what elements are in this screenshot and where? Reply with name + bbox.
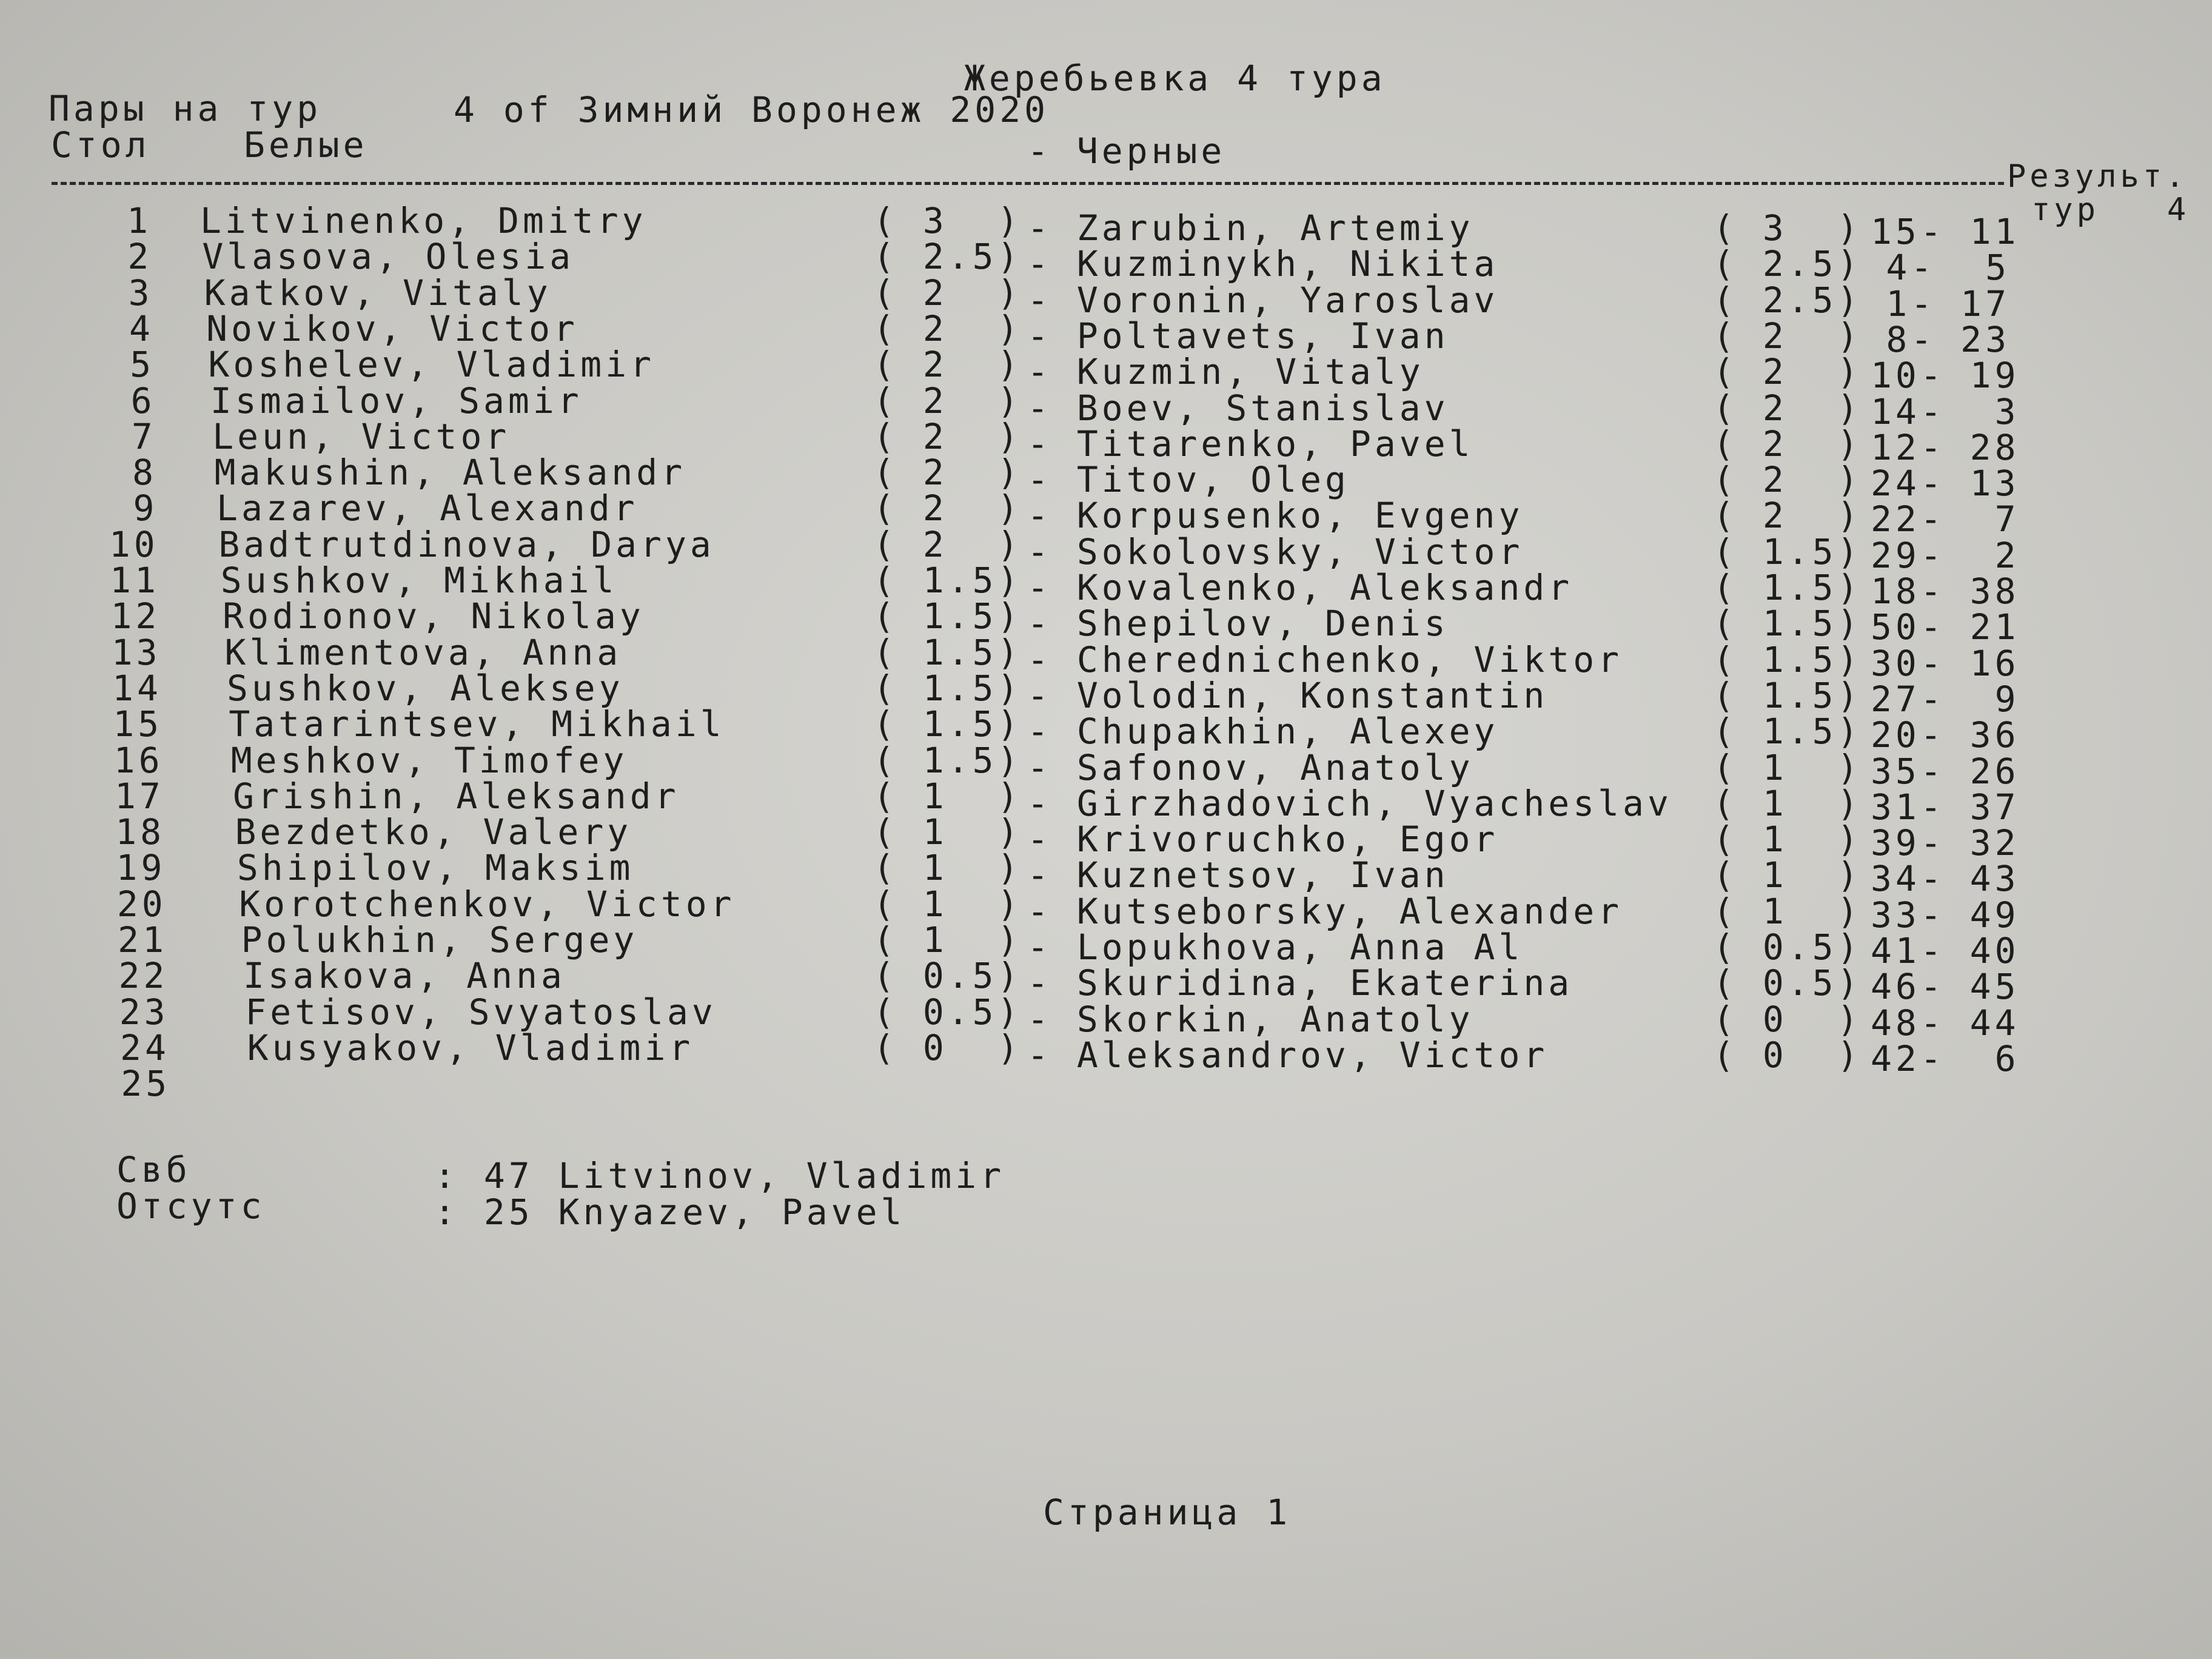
row-result: 4- 5 [1886,247,2010,289]
row-black-player: - Aleksandrov, Victor [1027,1034,1549,1076]
row-white-score: ( 1 ) [873,847,1022,889]
row-white-player: Sushkov, Aleksey [226,667,624,709]
row-result: 46- 45 [1871,966,2020,1008]
absent-value: : 25 Knyazev, Pavel [434,1191,906,1233]
row-black-player: - Cherednichenko, Viktor [1027,638,1623,680]
row-table-number: 5 [130,344,155,386]
row-black-player: - Krivoruchko, Egor [1027,819,1499,860]
row-white-player: Koshelev, Vladimir [208,344,655,386]
column-header-round: тур 4 [2031,192,2190,228]
row-black-score: ( 1.5) [1713,567,1862,608]
pairs-label: Пары на тур [49,88,322,129]
row-result: 31- 37 [1871,786,2020,828]
row-result: 18- 38 [1871,571,2020,612]
row-black-player: - Kuzminykh, Nikita [1027,243,1499,285]
column-header-black: - Черные [1027,130,1226,172]
row-result: 15- 11 [1871,211,2020,252]
column-header-white: Белые [244,124,368,166]
row-white-player: Leun, Victor [212,415,511,457]
row-black-score: ( 2 ) [1713,387,1862,429]
event-name: 4 of Зимний Воронеж 2020 [454,89,1050,130]
row-table-number: 8 [132,452,158,494]
row-white-score: ( 1.5) [873,631,1022,673]
row-table-number: 15 [113,703,163,745]
row-white-player: Meshkov, Timofey [230,739,628,781]
row-white-player: Vlasova, Olesia [202,236,575,278]
row-black-player: - Zarubin, Artemiy [1027,207,1474,249]
row-white-player: Isakova, Anna [243,955,566,997]
row-black-score: ( 2.5) [1713,279,1862,321]
row-result: 50- 21 [1871,606,2020,648]
row-result: 33- 49 [1871,894,2020,936]
row-black-score: ( 0.5) [1713,962,1862,1004]
row-result: 48- 44 [1871,1002,2020,1044]
row-result: 20- 36 [1871,714,2020,756]
row-result: 29- 2 [1871,534,2020,576]
row-table-number: 4 [129,307,154,349]
row-black-player: - Volodin, Konstantin [1027,674,1549,716]
absent-label: Отсутс [116,1185,266,1227]
row-result: 24- 13 [1871,463,2020,504]
row-white-score: ( 2 ) [873,307,1022,349]
row-black-player: - Titov, Oleg [1027,459,1350,501]
row-black-score: ( 1 ) [1713,782,1862,824]
row-table-number: 25 [121,1063,171,1105]
row-black-score: ( 0 ) [1713,1034,1862,1076]
row-white-score: ( 0 ) [873,1027,1022,1068]
row-table-number: 21 [118,919,167,960]
row-black-player: - Kuznetsov, Ivan [1027,854,1449,896]
row-white-score: ( 1 ) [873,811,1022,853]
row-black-player: - Korpusenko, Evgeny [1027,495,1524,537]
row-white-score: ( 1 ) [873,883,1022,925]
row-black-score: ( 2 ) [1713,459,1862,501]
row-white-player: Badtrutdinova, Darya [218,523,715,565]
bye-value: : 47 Litvinov, Vladimir [434,1155,1005,1196]
row-white-score: ( 1.5) [873,667,1022,709]
document-title: Жеребьевка 4 тура [964,58,1386,99]
row-table-number: 13 [111,631,161,673]
row-white-player: Ismailov, Samir [210,380,583,421]
row-black-player: - Chupakhin, Alexey [1027,711,1499,752]
row-table-number: 24 [120,1027,170,1068]
row-white-score: ( 2 ) [873,344,1022,386]
row-white-player: Rodionov, Nikolay [223,595,645,637]
row-white-player: Lazarev, Alexandr [216,488,638,529]
row-white-score: ( 2 ) [873,488,1022,529]
row-result: 8- 23 [1886,318,2010,360]
row-white-score: ( 0.5) [873,991,1022,1033]
row-black-score: ( 0 ) [1713,998,1862,1040]
row-table-number: 16 [113,739,164,781]
row-white-score: ( 1.5) [873,595,1022,637]
row-black-score: ( 1.5) [1713,603,1862,645]
row-table-number: 3 [128,272,153,313]
row-black-score: ( 1.5) [1713,674,1862,716]
row-white-player: Polukhin, Sergey [241,919,638,960]
row-white-player: Bezdetko, Valery [235,811,632,853]
row-white-score: ( 2.5) [873,236,1022,278]
row-table-number: 19 [116,847,166,889]
row-white-score: ( 2 ) [873,272,1022,313]
row-black-score: ( 1.5) [1713,711,1862,752]
row-black-score: ( 2 ) [1713,351,1862,393]
row-white-score: ( 0.5) [873,955,1022,997]
row-table-number: 20 [116,883,167,925]
row-black-score: ( 3 ) [1713,207,1862,249]
row-table-number: 22 [118,955,169,997]
row-white-score: ( 2 ) [873,380,1022,421]
row-black-score: ( 1 ) [1713,746,1862,788]
row-black-score: ( 2.5) [1713,243,1862,285]
row-result: 10- 19 [1871,355,2020,397]
row-result: 41- 40 [1871,930,2020,971]
row-white-player: Litvinenko, Dmitry [200,200,647,241]
row-table-number: 14 [112,667,162,709]
row-black-player: - Titarenko, Pavel [1027,423,1474,464]
row-black-score: ( 1.5) [1713,638,1862,680]
row-white-score: ( 1.5) [873,560,1022,601]
row-black-score: ( 1 ) [1713,854,1862,896]
row-black-player: - Skuridina, Ekaterina [1027,962,1574,1004]
row-black-score: ( 1 ) [1713,819,1862,860]
row-white-player: Novikov, Victor [206,307,578,349]
row-white-player: Shipilov, Maksim [236,847,634,889]
row-black-player: - Voronin, Yaroslav [1027,279,1499,321]
row-result: 12- 28 [1871,426,2020,468]
column-header-result: Результ. [2007,158,2188,195]
row-result: 42- 6 [1871,1037,2020,1079]
header-divider [52,182,2004,185]
row-black-player: - Sokolovsky, Victor [1027,531,1524,572]
row-table-number: 2 [127,236,153,278]
row-table-number: 17 [114,775,164,817]
row-black-player: - Shepilov, Denis [1027,603,1449,645]
row-black-score: ( 1 ) [1713,890,1862,932]
row-table-number: 18 [115,811,166,853]
row-table-number: 11 [110,560,159,601]
row-table-number: 7 [131,415,156,457]
row-white-player: Fetisov, Svyatoslav [245,991,717,1033]
row-white-player: Klimentova, Anna [224,631,622,673]
row-white-player: Katkov, Vitaly [204,272,552,313]
row-white-player: Korotchenkov, Victor [239,883,736,925]
row-table-number: 9 [133,488,158,529]
row-black-score: ( 1.5) [1713,531,1862,572]
row-table-number: 12 [110,595,161,637]
row-black-player: - Kutseborsky, Alexander [1027,890,1623,932]
row-black-player: - Safonov, Anatoly [1027,746,1474,788]
row-white-score: ( 1.5) [873,703,1022,745]
row-white-player: Sushkov, Mikhail [220,560,618,601]
row-white-score: ( 2 ) [873,523,1022,565]
row-result: 30- 16 [1871,642,2020,684]
row-table-number: 1 [127,200,152,241]
row-white-score: ( 2 ) [873,415,1022,457]
row-white-player: Kusyakov, Vladimir [247,1027,694,1068]
row-black-player: - Poltavets, Ivan [1027,315,1449,357]
row-table-number: 6 [130,380,156,421]
row-black-player: - Kovalenko, Aleksandr [1027,567,1574,608]
row-black-score: ( 2 ) [1713,423,1862,464]
row-result: 35- 26 [1871,750,2020,792]
row-white-score: ( 1 ) [873,775,1022,817]
row-black-score: ( 2 ) [1713,495,1862,537]
row-result: 1- 17 [1886,283,2010,324]
row-result: 14- 3 [1871,390,2020,432]
row-black-score: ( 0.5) [1713,927,1862,968]
row-black-player: - Kuzmin, Vitaly [1027,351,1424,393]
row-white-player: Grishin, Aleksandr [233,775,680,817]
row-result: 34- 43 [1871,858,2020,900]
column-header-table: Стол [51,124,150,166]
row-black-player: - Boev, Stanislav [1027,387,1449,429]
row-black-player: - Girzhadovich, Vyacheslav [1027,782,1672,824]
row-white-player: Tatarintsev, Mikhail [229,703,725,745]
row-black-score: ( 2 ) [1713,315,1862,357]
bye-label: Свб [116,1149,191,1190]
row-result: 39- 32 [1871,822,2020,864]
row-result: 22- 7 [1871,498,2020,540]
page-number: Страница 1 [1043,1492,1292,1533]
row-white-player: Makushin, Aleksandr [214,452,686,494]
row-white-score: ( 3 ) [873,200,1022,241]
row-white-score: ( 1.5) [873,739,1022,781]
row-table-number: 10 [109,523,159,565]
row-black-player: - Lopukhova, Anna Al [1027,927,1524,968]
row-black-player: - Skorkin, Anatoly [1027,998,1474,1040]
row-result: 27- 9 [1871,678,2020,720]
row-white-score: ( 1 ) [873,919,1022,960]
row-table-number: 23 [119,991,169,1033]
row-white-score: ( 2 ) [873,452,1022,494]
